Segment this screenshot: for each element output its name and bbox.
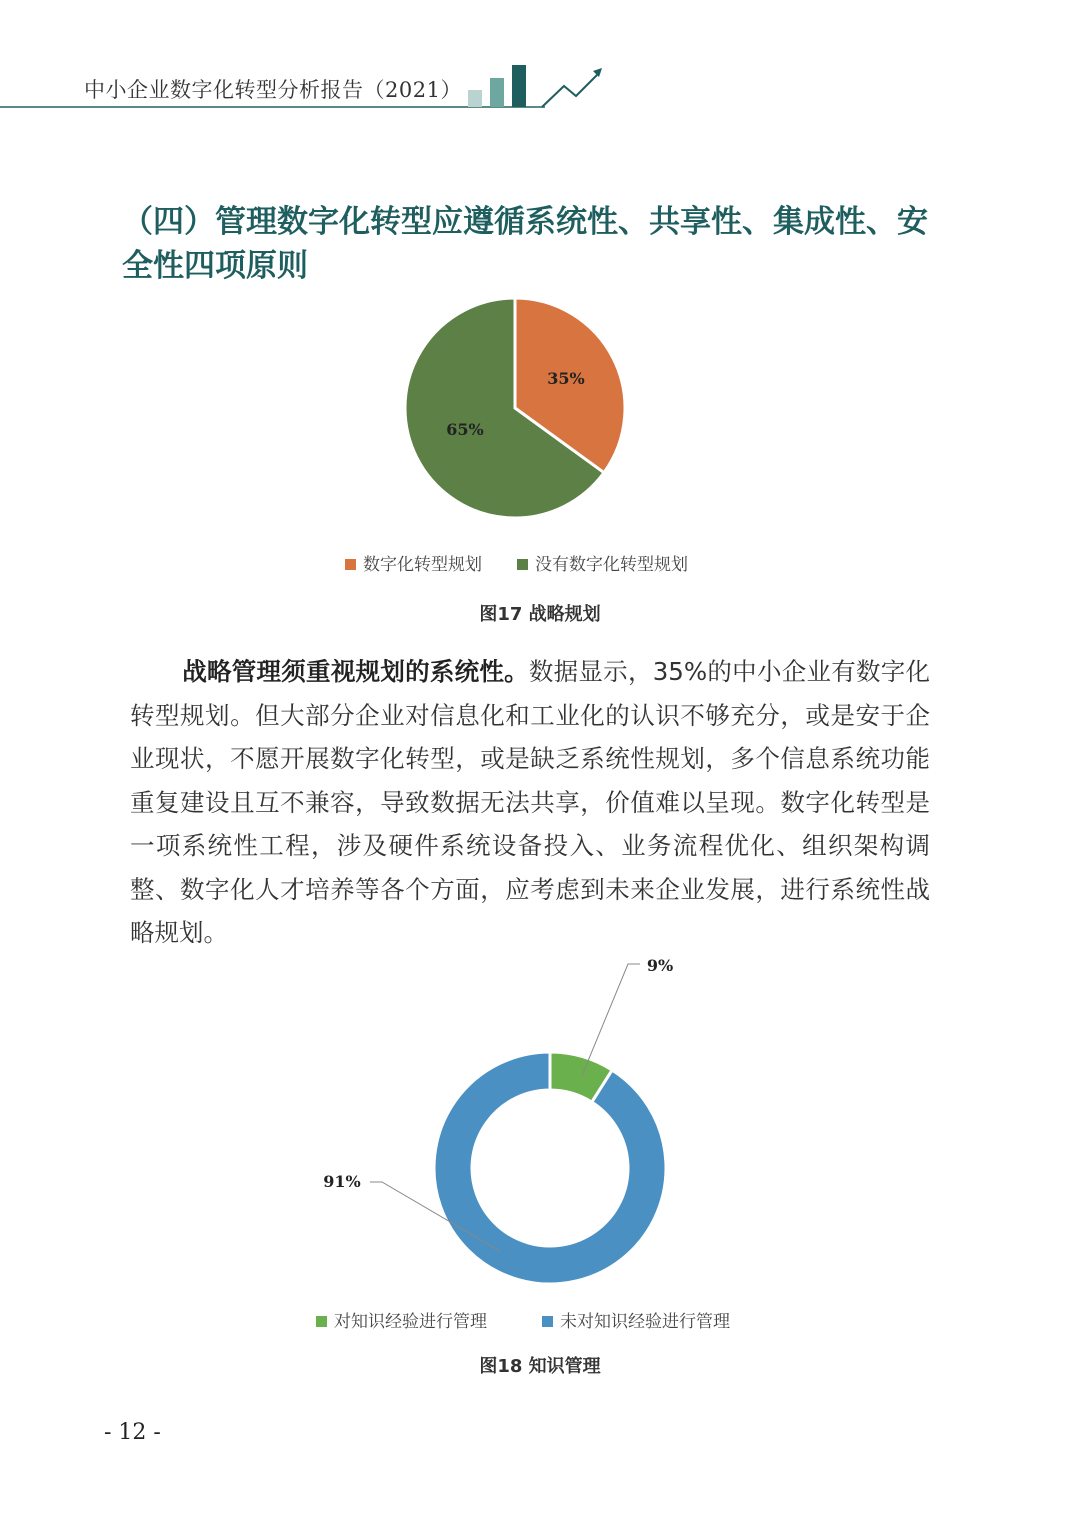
- pie18-legend-swatch-1: [542, 1316, 553, 1327]
- pie17-legend-swatch-1: [517, 559, 528, 570]
- pie18-slice-1: [434, 1052, 666, 1284]
- paragraph-text: 数据显示，35%的中小企业有数字化转型规划。但大部分企业对信息化和工业化的认识不够充分，或是安于企业现状，不愿开展数字化转型，或是缺乏系统性规划，多个信息系统功能重复建设且互不兼容，导致数据无法共享，价值难以呈现。数字化转型是一项系统性工程，涉及硬件系统设备投入、业务流程优化、组织架构调整、数字化人才培养等各个方面，应考虑到未来企业发展，进行系统性战略规划。: [130, 657, 930, 947]
- section-heading: （四）管理数字化转型应遵循系统性、共享性、集成性、安全性四项原则: [122, 204, 928, 284]
- growth-chart-icon: [462, 60, 612, 110]
- pie18-legend-swatch-0: [316, 1316, 327, 1327]
- pie17-legend-label-1: 没有数字化转型规划: [535, 555, 688, 575]
- pie17-value-label-0: 35%: [547, 369, 585, 388]
- paragraph-lead: 战略管理须重视规划的系统性。: [182, 657, 529, 686]
- pie17-value-label-1: 65%: [446, 420, 484, 439]
- figure18-caption: 图18 知识管理: [479, 1356, 601, 1377]
- pie17-legend-swatch-0: [345, 559, 356, 570]
- figure17-caption: 图17 战略规划: [479, 604, 601, 625]
- pie18-legend-label-0: 对知识经验进行管理: [334, 1312, 487, 1332]
- knowledge-management-donut-chart: [0, 950, 1080, 1350]
- pie18-legend-label-1: 未对知识经验进行管理: [560, 1312, 730, 1332]
- pie18-value-label-0: 9%: [646, 956, 674, 975]
- report-header-title: 中小企业数字化转型分析报告（2021）: [84, 78, 462, 102]
- pie18-value-label-1: 91%: [323, 1172, 361, 1191]
- page-number: - 12 -: [104, 1420, 161, 1445]
- body-paragraph: [130, 650, 930, 955]
- pie17-legend-label-0: 数字化转型规划: [363, 555, 482, 575]
- strategy-planning-pie-chart: [0, 290, 1080, 590]
